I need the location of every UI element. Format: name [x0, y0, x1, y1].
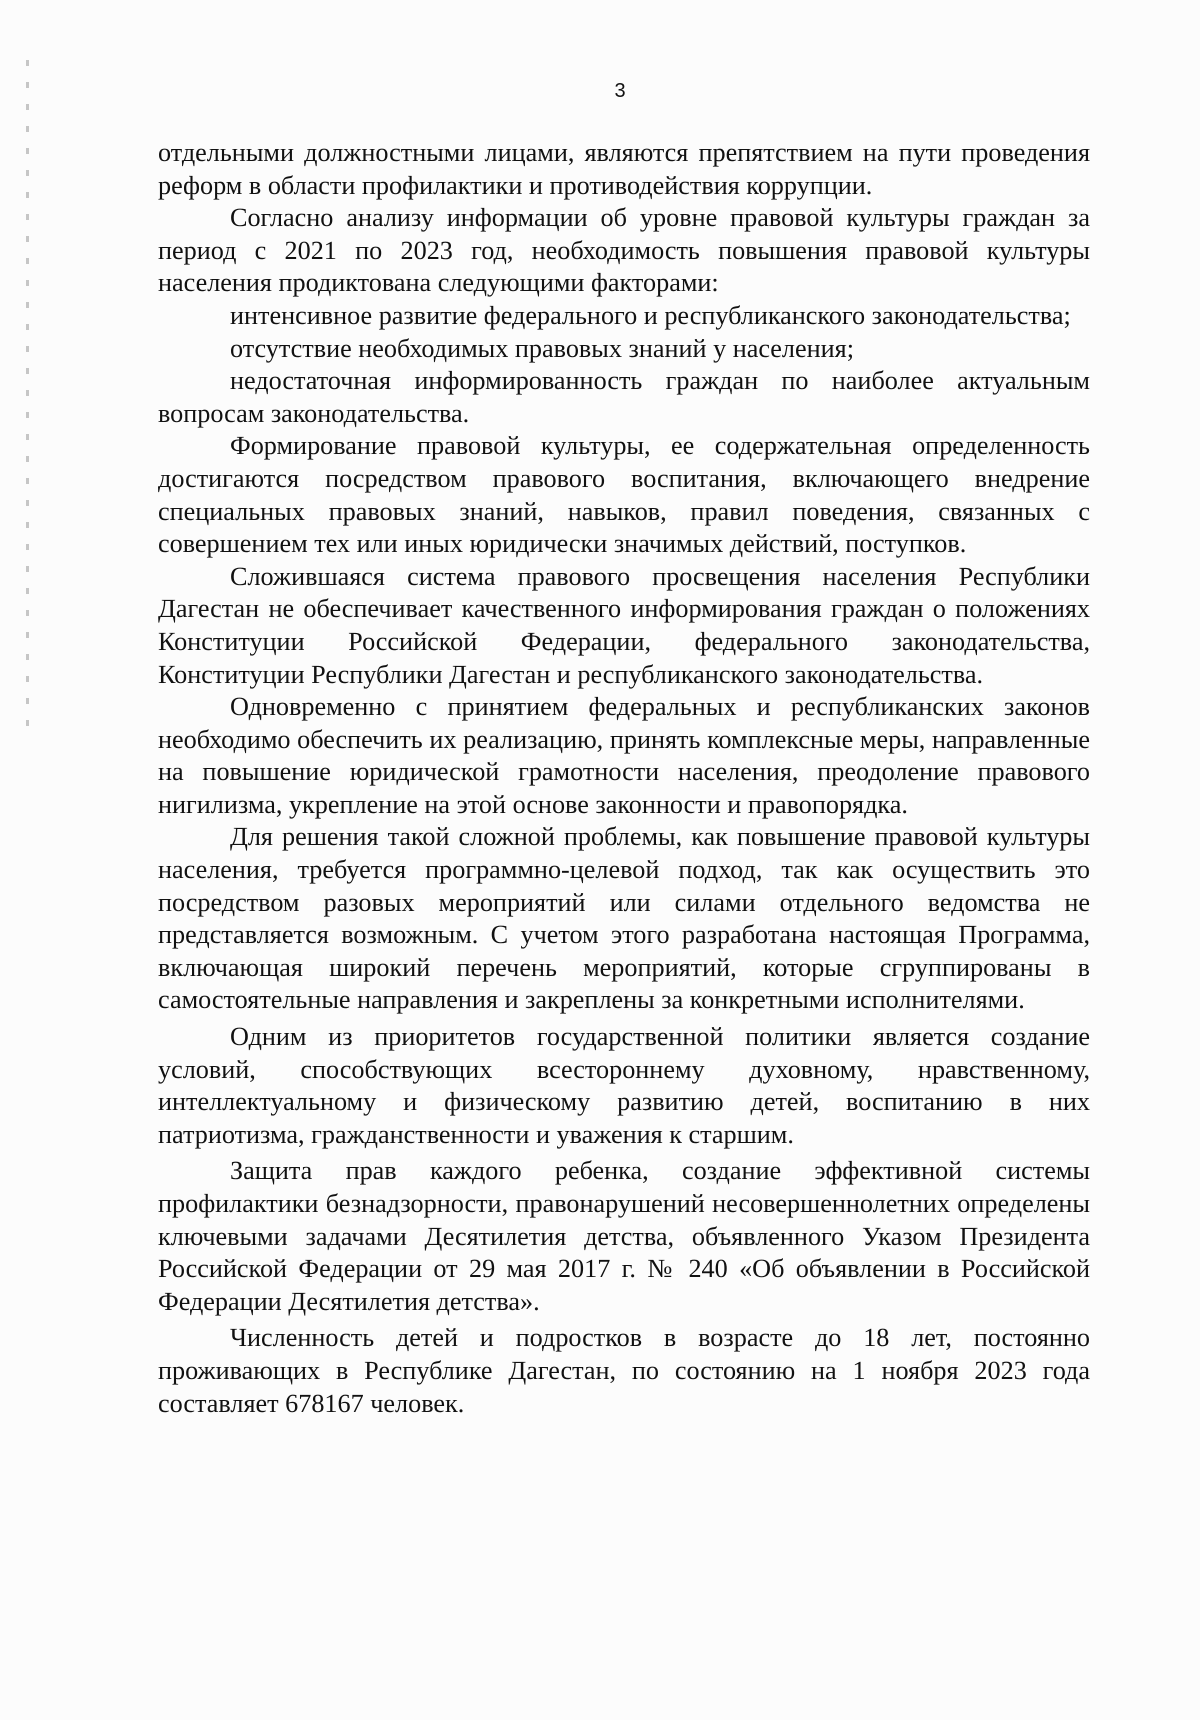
binding-punch-marks: [26, 60, 29, 740]
list-item-factor-3: недостаточная информированность граждан по наиболее актуальным вопросам законодательства.: [158, 366, 1090, 428]
page-number: 3: [614, 80, 626, 102]
paragraph-legal-education: Сложившаяся система правового просвещения населения Республики Дагестан не обеспечивает качественного информирования граждан о положениях Конституции Российской Федерации, федерального законодательства, Конституции Республики Дагестан и республиканского законодательства.: [158, 561, 1090, 689]
paragraph-program-approach: Для решения такой сложной проблемы, как повышение правовой культуры населения, требуется программно-целевой подход, так как осуществить это посредством разовых мероприятий или силами отдельного ведомства не представляется возможным. С учетом этого разработана настоящая Программа, включающая широкий перечень мероприятий, которые сгруппированы в самостоятельные направления и закреплены за конкретными исполнителями.: [158, 822, 1090, 1015]
paragraph-law-implementation: Одновременно с принятием федеральных и республиканских законов необходимо обеспечить их реализацию, принять комплексные меры, направленные на повышение юридической грамотности населения, преодоление правового нигилизма, укрепление на этой основе законности и правопорядка.: [158, 692, 1090, 819]
paragraph-legal-culture: Формирование правовой культуры, ее содержательная определенность достигаются посредством правового воспитания, включающего внедрение специальных правовых знаний, навыков, правил поведения, связанных с совершением тех или иных юридически значимых действий, поступков.: [158, 431, 1090, 559]
paragraph-child-population: Численность детей и подростков в возрасте до 18 лет, постоянно проживающих в Республике Дагестан, по состоянию на 1 ноября 2023 года составляет 678167 человек.: [158, 1323, 1090, 1418]
paragraph-continuation: отдельными должностными лицами, являются препятствием на пути проведения реформ в области профилактики и противодействия коррупции.: [158, 138, 1090, 200]
paragraph-state-policy: Одним из приоритетов государственной политики является создание условий, способствующих всестороннему духовному, нравственному, интеллектуальному и физическому развитию детей, воспитанию в них патриотизма, гражданственности и уважения к старшим.: [158, 1022, 1090, 1149]
paragraph-analysis-intro: Согласно анализу информации об уровне правовой культуры граждан за период с 2021 по 2023 год, необходимость повышения правовой культуры населения продиктована следующими факторами:: [158, 203, 1090, 298]
list-item-factor-2: отсутствие необходимых правовых знаний у населения;: [230, 333, 854, 363]
document-body: [158, 137, 1090, 1420]
paragraph-child-rights: Защита прав каждого ребенка, создание эффективной системы профилактики безнадзорности, правонарушений несовершеннолетних определены ключевыми задачами Десятилетия детства, объявленного Указом Президента Российской Федерации от 29 мая 2017 г. № 240 «Об объявлении в Российской Федерации Десятилетия детства».: [158, 1156, 1090, 1316]
list-item-factor-1: интенсивное развитие федерального и республиканского законодательства;: [230, 300, 1071, 330]
